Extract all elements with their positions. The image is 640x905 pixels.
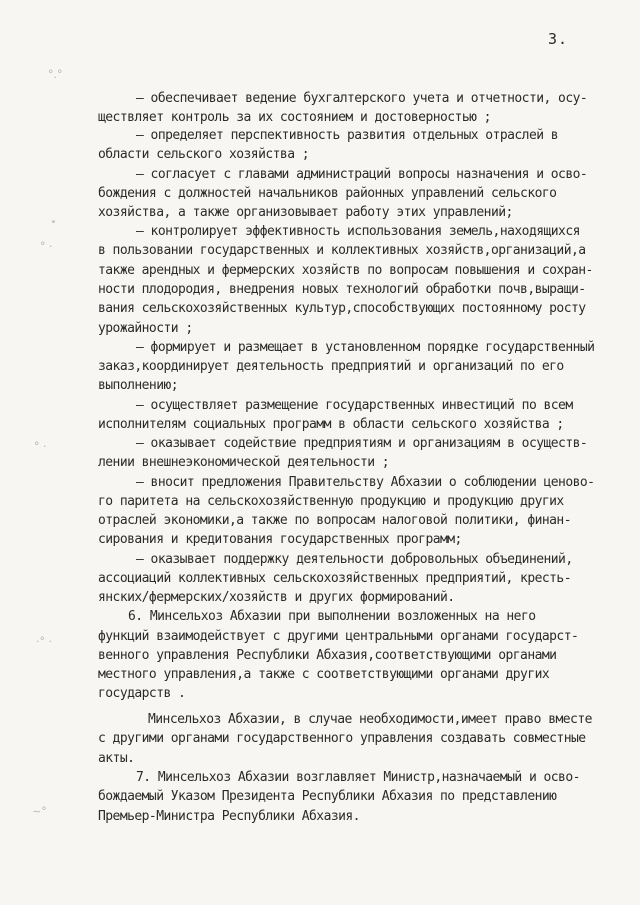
text-line: отраслей экономики,а также по вопросам налоговой политики, финан-: [98, 513, 571, 528]
scan-mark: ·° ·: [36, 635, 52, 648]
text-line: – контролирует эффективность использования земель,находящихся: [136, 224, 580, 239]
text-line: ществляет контроль за их состоянием и достоверностью ;: [98, 110, 491, 125]
text-line: – определяет перспективность развития отдельных отраслей в: [136, 128, 559, 143]
text-line: государств .: [98, 686, 186, 701]
text-line: го паритета на сельскохозяйственную продукцию и продукцию других: [98, 494, 564, 509]
scan-mark: °.°: [48, 68, 63, 81]
text-line: бождаемый Указом Президента Республики Абхазия по представлению: [98, 789, 557, 804]
text-line: лении внешнеэкономической деятельности ;: [98, 455, 390, 470]
text-line: заказ,координирует деятельность предприятий и организаций по его: [98, 359, 564, 374]
text-line: Премьер-Министра Республики Абхазия.: [98, 809, 360, 824]
text-line: – согласует с главами администраций вопросы назначения и осво-: [136, 167, 588, 182]
text-line: – оказывает содействие предприятиям и организациям в осуществ-: [136, 436, 588, 451]
text-line: сирования и кредитования государственных программ;: [98, 532, 462, 547]
text-line: – осуществляет размещение государственных инвестиций по всем: [136, 398, 573, 413]
text-line: 7. Минсельхоз Абхазии возглавляет Министр,назначаемый и осво-: [136, 770, 580, 785]
text-line: местного управления,а также с соответствующими органами других: [98, 667, 550, 682]
text-line: выполнению;: [98, 378, 179, 393]
text-line: венного управления Республики Абхазия,соответствующими органами: [98, 648, 557, 663]
text-line: – формирует и размещает в установленном порядке государственный: [136, 340, 595, 355]
text-line: Минсельхоз Абхазии, в случае необходимости,имеет право вместе: [148, 712, 592, 727]
scan-mark: ° ·: [40, 240, 53, 253]
text-line: вания сельскохозяйственных культур,способствующих постоянному росту: [98, 301, 586, 316]
scan-mark: ∼°: [32, 805, 47, 818]
text-line: 6. Минсельхоз Абхазии при выполнении возложенных на него: [128, 609, 536, 624]
text-line: урожайности ;: [98, 321, 193, 336]
text-line: янских/фермерских/хозяйств и других формирований.: [98, 590, 455, 605]
text-line: с другими органами государственного управления создавать совместные: [98, 731, 586, 746]
text-line: – вносит предложения Правительству Абхазии о соблюдении ценово-: [136, 475, 595, 490]
text-line: функций взаимодействует с другими центральными органами государст-: [98, 629, 579, 644]
scan-mark: ⋆: [50, 215, 57, 228]
page-number: 3.: [548, 30, 569, 48]
text-line: – оказывает поддержку деятельности добровольных объединений,: [136, 552, 573, 567]
text-line: в пользовании государственных и коллективных хозяйств,организаций,а: [98, 243, 586, 258]
text-line: хозяйства, а также организовывает работу этих управлений;: [98, 205, 513, 220]
text-line: области сельского хозяйства ;: [98, 147, 310, 162]
text-line: ассоциаций коллективных сельскохозяйственных предприятий, кресть-: [98, 571, 571, 586]
text-line: также арендных и фермерских хозяйств по вопросам повышения и сохран-: [98, 263, 593, 278]
text-line: исполнителям социальных программ в области сельского хозяйства ;: [98, 417, 564, 432]
scan-mark: ° ·: [34, 440, 47, 453]
text-line: – обеспечивает ведение бухгалтерского учета и отчетности, осу-: [136, 91, 588, 106]
text-line: ности плодородия, внедрения новых технологий обработки почв,выращи-: [98, 282, 586, 297]
text-line: бождения с должностей начальников районных управлений сельского: [98, 186, 557, 201]
text-line: акты.: [98, 751, 135, 766]
